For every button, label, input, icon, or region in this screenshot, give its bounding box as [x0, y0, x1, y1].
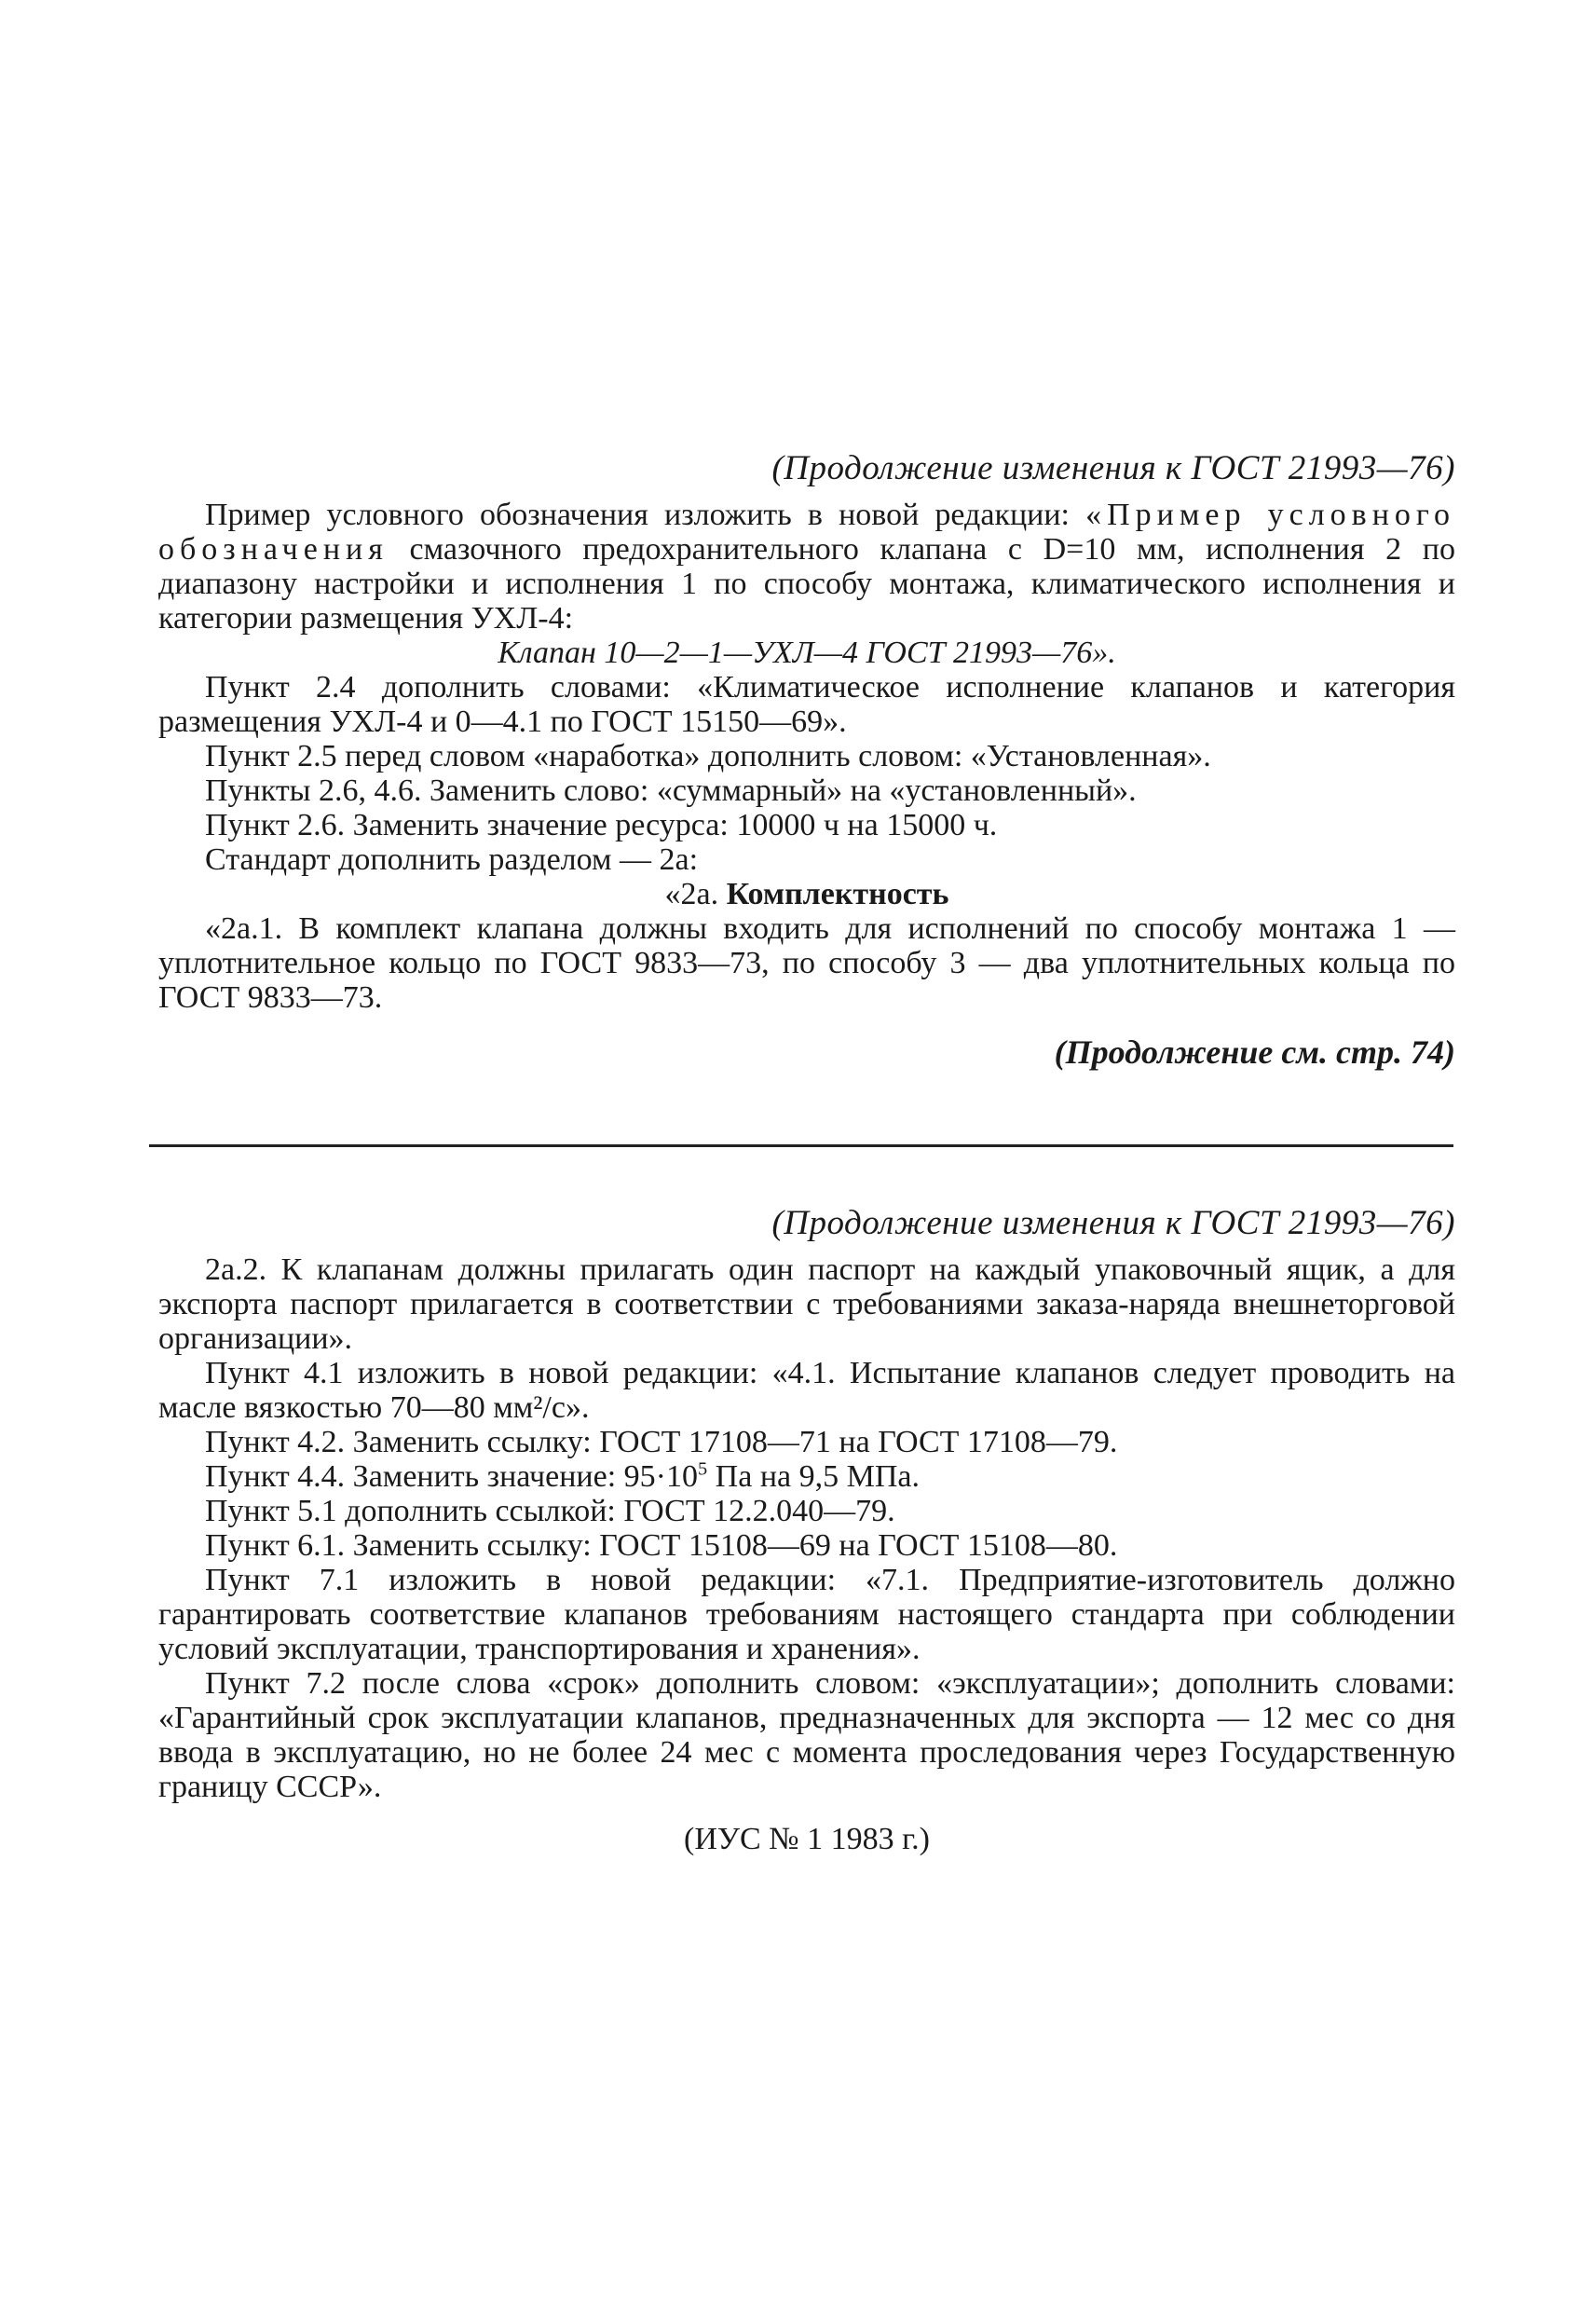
paragraph-rest: смазочного предохранительного клапана с D=10 мм, исполнения 2 по диапазону настройки и исполнения 1 по способу монтажа, климатического исполнения и категории размещения УХЛ-4: — [158, 532, 1455, 636]
paragraph-4-2: Пункт 4.2. Заменить ссылку: ГОСТ 17108—71 на ГОСТ 17108—79. — [205, 1425, 1118, 1459]
paragraph-4-4-pre: Пункт 4.4. Заменить значение: 95·10 — [205, 1459, 698, 1494]
designation-line: Клапан 10—2—1—УХЛ—4 ГОСТ 21993—76». — [498, 636, 1116, 670]
paragraph-2-5: Пункт 2.5 перед словом «наработка» дополнить словом: «Установленная». — [205, 739, 1211, 773]
paragraph-2-6-resource: Пункт 2.6. Заменить значение ресурса: 10000 ч на 15000 ч. — [205, 808, 998, 842]
paragraph-6-1: Пункт 6.1. Заменить ссылку: ГОСТ 15108—69 на ГОСТ 15108—80. — [205, 1528, 1118, 1563]
paragraph-4-1: Пункт 4.1 изложить в новой редакции: «4.1. Испытание клапанов следует проводить на масле вязкостью 70—80 мм²/с». — [158, 1356, 1455, 1425]
section-title — [158, 877, 1455, 911]
paragraph-section-add: Стандарт дополнить разделом — 2а: — [205, 842, 699, 877]
paragraph-4-4 — [158, 1459, 1455, 1494]
paragraph-4-4-post: Па на 9,5 МПа. — [707, 1459, 920, 1494]
paragraph-7-2: Пункт 7.2 после слова «срок» дополнить словом: «эксплуатации»; дополнить словами: «Гарантийный срок эксплуатации клапанов, предназначенных для экспорта — 12 мес со дня ввода в эксплуатацию, но не более 24 мес с момента проследования через Государственную границу СССР». — [158, 1666, 1455, 1804]
paragraph-2a-1: «2а.1. В комплект клапана должны входить для исполнений по способу монтажа 1 — уплотнительное кольцо по ГОСТ 9833—73, по способу 3 — два уплотнительных кольца по ГОСТ 9833—73. — [158, 911, 1455, 1015]
spaced-term: «Пример условного обозначения — [158, 498, 1456, 567]
exponent: 5 — [697, 1458, 708, 1480]
paragraph-7-1: Пункт 7.1 изложить в новой редакции: «7.1. Предприятие-изготовитель должно гарантировать соответствие клапанов требованиям настоящего стандарта при соблюдении условий эксплуатации, транспортирования и хранения». — [158, 1563, 1455, 1666]
amendment-section-top — [158, 447, 1455, 1073]
paragraph-2a-2: 2а.2. К клапанам должны прилагать один паспорт на каждый упаковочный ящик, а для экспорта паспорт прилагается в соответствии с требованиями заказа-наряда внешнеторговой организации». — [158, 1252, 1455, 1356]
section-title-number: «2а. — [664, 877, 727, 911]
page-divider — [149, 1144, 1453, 1147]
paragraph-5-1: Пункт 5.1 дополнить ссылкой: ГОСТ 12.2.040—79. — [205, 1494, 895, 1528]
section-title-text: Комплектность — [726, 877, 949, 911]
amendment-section-bottom — [158, 1202, 1455, 1858]
paragraph-2-6-4-6: Пункты 2.6, 4.6. Заменить слово: «суммарный» на «установленный». — [205, 773, 1137, 808]
paragraph-2-4: Пункт 2.4 дополнить словами: «Климатическое исполнение клапанов и категория размещения УХЛ-4 и 0—4.1 по ГОСТ 15150—69». — [158, 670, 1455, 739]
ius-reference: (ИУС № 1 1983 г.) — [684, 1822, 930, 1856]
continuation-footer: (Продолжение см. стр. 74) — [1054, 1033, 1455, 1071]
paragraph-intro: Пример условного обозначения изложить в новой редакции: — [205, 498, 1086, 532]
continuation-header: (Продолжение изменения к ГОСТ 21993—76) — [771, 449, 1455, 487]
continuation-header-2: (Продолжение изменения к ГОСТ 21993—76) — [771, 1204, 1455, 1242]
paragraph-designation-example — [158, 498, 1455, 636]
